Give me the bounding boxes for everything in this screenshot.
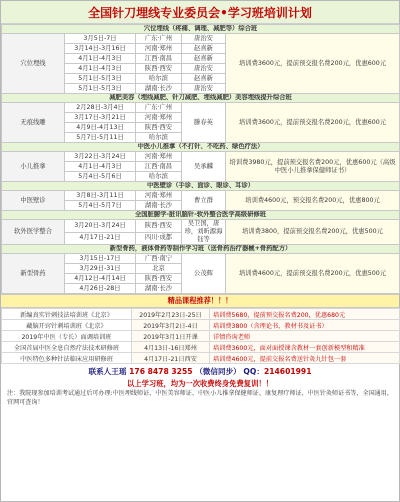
course-date: 5月7日-5月11日 [65, 133, 136, 143]
section-header-row [2, 143, 400, 152]
course-teacher: 吴卫国，唐珍，刘昕源海钰等 [182, 220, 226, 245]
course-location: 湖南·长沙 [136, 84, 182, 94]
featured-course-desc: 培训费3600元，面对面授课含教材一套创新模型和精准 [210, 342, 400, 353]
contact-wechat: （微信同步） [195, 367, 241, 376]
course-location: 河南·郑州 [136, 44, 182, 54]
course-teacher: 赵喜新 [182, 74, 226, 84]
featured-course-row [2, 331, 400, 342]
section-header: 中医小儿推拿（不打针、不吃药、绿色疗法） [2, 143, 400, 152]
course-date: 3月22日-3月24日 [65, 152, 136, 162]
course-location: 河南·郑州 [136, 152, 182, 162]
featured-course-desc: 培训费5680，提前预交报名费200，优惠680元 [210, 309, 400, 320]
course-teacher: 唐治安 [182, 84, 226, 94]
course-location: 河南·郑州 [136, 191, 182, 201]
course-location: 哈尔滨 [136, 74, 182, 84]
schedule-row [2, 103, 400, 113]
featured-course-date: 4月13日-16日郑州 [132, 342, 210, 353]
footer [1, 364, 399, 407]
course-teacher: 赵喜新 [182, 44, 226, 54]
course-name: 新型骨药 [2, 254, 65, 294]
page-title: 全国针刀埋线专业委员会•学习班培训计划 [1, 1, 399, 24]
slogan: 以上学习班，均为一次收费终身免费复训！！ [127, 379, 273, 388]
featured-course-date: 4月17日-21日西安 [132, 353, 210, 364]
course-name: 中医壁诊 [2, 191, 65, 211]
qq-label: QQ： [243, 367, 264, 376]
course-date: 3月14日-3月16日 [65, 44, 136, 54]
course-fee: 培训费4600元，预交报名费200元，优惠800元 [226, 191, 400, 211]
section-header-row [2, 245, 400, 254]
certificate-note: 注：我院现参加培训考试通过后可办理:中医埋线师证、中医美容师证、中医小儿推拿保健师证、康复理疗师证、中医针灸师证书等，全国通用，官网可查询！ [7, 390, 393, 406]
contact-label: 联系人 [88, 367, 112, 376]
course-date: 4月26日-28日 [65, 284, 136, 294]
course-location: 陕西·西安 [136, 64, 182, 74]
course-fee: 培训费3980元，提前预交报名费200元，优惠600元（高级中医小儿推拿保健师证书） [226, 152, 400, 182]
course-date: 3月20日-3月24日 [65, 220, 136, 233]
featured-courses-title: 精品课程推荐！！！ [1, 294, 399, 308]
section-header: 全国脏腑学-脏讯脑针-软外整合医学高级研修班 [2, 211, 400, 220]
course-date: 5月4日-5月7日 [65, 201, 136, 211]
course-location: 湖南·长沙 [136, 284, 182, 294]
course-date: 4月1日-4月3日 [65, 54, 136, 64]
schedule-row [2, 220, 400, 233]
course-date: 4月1日-4月3日 [65, 64, 136, 74]
featured-course-date: 2019年3月2日-4日 [132, 320, 210, 331]
contact-phone[interactable]: 176 8478 3255 [129, 367, 193, 376]
course-teacher: 唐治安 [182, 34, 226, 44]
course-location: 陕西·西安 [136, 274, 182, 284]
featured-course-row [2, 309, 400, 320]
course-date: 4月17日-21日 [65, 232, 136, 245]
course-name: 小儿推拿 [2, 152, 65, 182]
featured-course-row [2, 320, 400, 331]
featured-course-name: 中医特色多种针法临床应用研修班 [2, 353, 132, 364]
course-date: 4月9日-4月13日 [65, 123, 136, 133]
course-name: 无痕线雕 [2, 103, 65, 143]
featured-course-desc: 培训费3800（含理论书、教材书及证书） [210, 320, 400, 331]
course-location: 河南·郑州 [136, 113, 182, 123]
course-location: 江西·南昌 [136, 162, 182, 172]
course-location: 陕西·西安 [136, 220, 182, 233]
featured-course-desc: 培训费4600元，提前交报名费送针灸九针包一套 [210, 353, 400, 364]
course-date: 4月12日-4月14日 [65, 274, 136, 284]
course-location: 江西·南昌 [136, 54, 182, 64]
course-date: 3月29日-31日 [65, 264, 136, 274]
course-location: 广东·广州 [136, 34, 182, 44]
section-header: 穴位埋线（疼痛、调理、减肥等）综合班 [2, 25, 400, 34]
course-date: 2月28日-3月4日 [65, 103, 136, 113]
course-location: 陕西·西安 [136, 123, 182, 133]
course-location: 湖南·长沙 [136, 201, 182, 211]
featured-course-name: 藏脑开窍针刺培训班《北京》 [2, 320, 132, 331]
course-fee: 培训费3600元，提前预交报名费200元，优惠600元 [226, 34, 400, 94]
course-teacher: 赵喜新 [182, 54, 226, 64]
course-location: 哈尔滨 [136, 133, 182, 143]
course-teacher: 唐治安 [182, 64, 226, 74]
schedule-row [2, 152, 400, 162]
section-header: 减肥美容（埋线减肥、针刀减肥、埋线减肥）美容埋线提升综合班 [2, 94, 400, 103]
course-date: 5月1日-5月3日 [65, 84, 136, 94]
course-location: 北京 [136, 264, 182, 274]
course-date: 5月1日-5月3日 [65, 74, 136, 84]
course-teacher: 公茂辉 [182, 254, 226, 294]
featured-course-desc: 详情咨询老师 [210, 331, 400, 342]
course-date: 5月4日-5月6日 [65, 172, 136, 182]
section-header: 新型骨药，液体骨药等制作学习班（送骨药治疗器械+骨药配方） [2, 245, 400, 254]
featured-course-name: 全国首届中医全息自然疗法技术研修班 [2, 342, 132, 353]
course-location: 广西·南宁 [136, 254, 182, 264]
contact-line [5, 366, 395, 378]
section-header-row [2, 25, 400, 34]
section-header-row [2, 182, 400, 191]
featured-course-row [2, 342, 400, 353]
course-location: 哈尔滨 [136, 172, 182, 182]
course-name: 软外医学整合 [2, 220, 65, 245]
course-date: 3月8日-3月11日 [65, 191, 136, 201]
course-fee: 培训费3800，提前预交报名费200元，优惠500元 [226, 220, 400, 245]
schedule-row [2, 254, 400, 264]
course-location: 广东·广州 [136, 103, 182, 113]
featured-course-name: 2019年中医（专长）面调培训班 [2, 331, 132, 342]
featured-course-date: 2019年2月23日-25日 [132, 309, 210, 320]
featured-courses-table [1, 308, 400, 364]
featured-course-name: 新编真实针刺技法培训班《北京》 [2, 309, 132, 320]
course-teacher: 曹立群 [182, 191, 226, 211]
schedule-row [2, 191, 400, 201]
schedule-row [2, 34, 400, 44]
qq-number[interactable]: 214601991 [263, 367, 312, 376]
course-date: 4月1日-4月3日 [65, 162, 136, 172]
schedule-table [1, 24, 400, 294]
section-header-row [2, 94, 400, 103]
course-date: 3月17日-3月21日 [65, 113, 136, 123]
course-date: 3月5日-7日 [65, 34, 136, 44]
contact-name: 王瑶 [111, 367, 127, 376]
featured-course-date: 2019年3月1日开课 [132, 331, 210, 342]
course-location: 四川·成都 [136, 232, 182, 245]
section-header-row [2, 211, 400, 220]
course-teacher: 吴承麟 [182, 152, 226, 182]
featured-course-row [2, 353, 400, 364]
section-header: 中医壁诊（手诊、面诊、眼诊、耳诊） [2, 182, 400, 191]
course-date: 3月15日-17日 [65, 254, 136, 264]
course-teacher: 滕春英 [182, 103, 226, 143]
course-name: 穴位埋线 [2, 34, 65, 94]
course-fee: 培训费3600元，提前预交报名费200元，优惠600元 [226, 103, 400, 143]
course-fee: 培训费4600元，提前预交报名费200元，优惠500元 [226, 254, 400, 294]
